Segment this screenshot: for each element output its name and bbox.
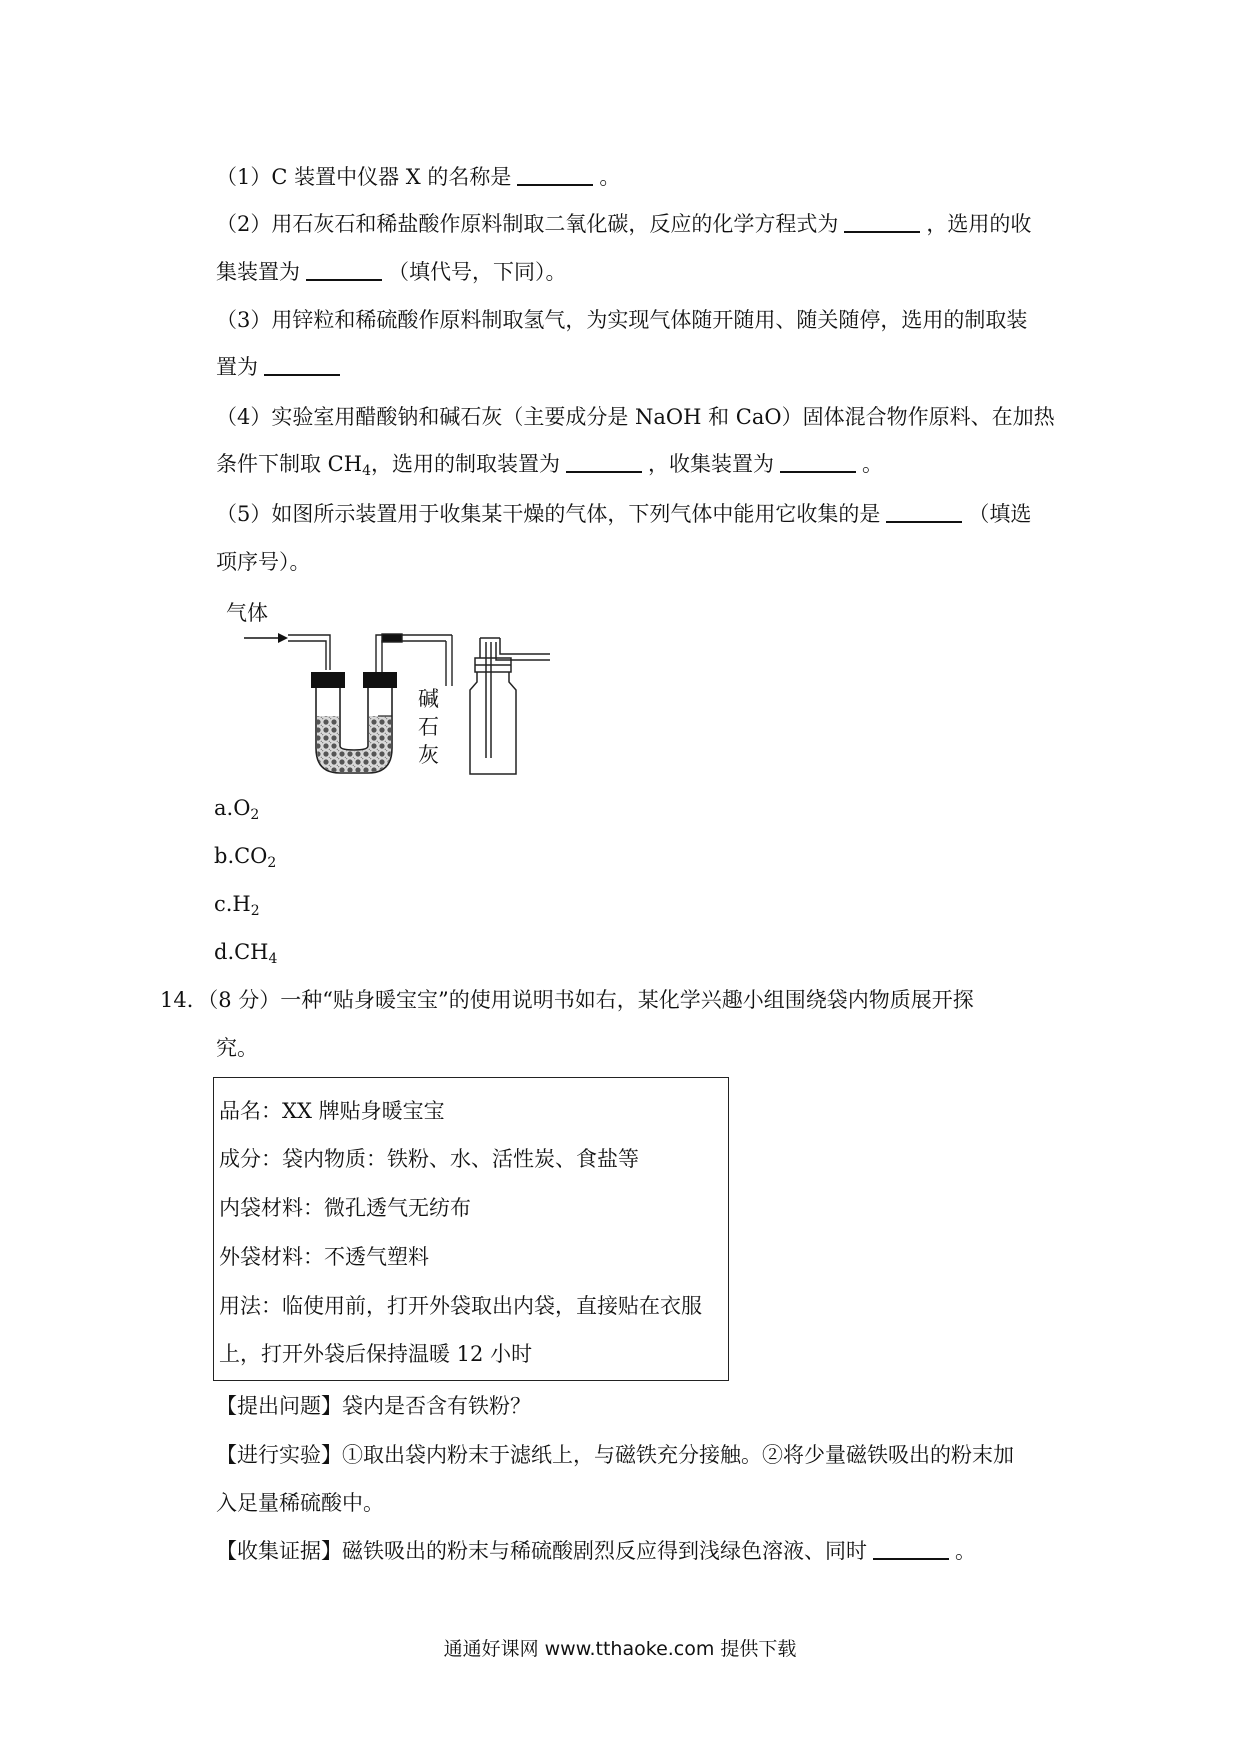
question-2-line-2: 集装置为 （填代号，下同）。 xyxy=(216,260,567,284)
manual-inner-bag: 内袋材料：微孔透气无纺布 xyxy=(219,1196,471,1220)
product-manual-box xyxy=(213,1077,729,1381)
manual-product-name: 品名：XX 牌贴身暖宝宝 xyxy=(219,1099,445,1123)
lime-label-2: 石 xyxy=(418,715,439,739)
gas-flow-arrow-icon xyxy=(244,633,288,643)
question-3-line-2: 置为 xyxy=(216,353,346,381)
answer-blank[interactable] xyxy=(873,1558,949,1560)
lime-label-3: 灰 xyxy=(418,743,439,767)
inlet-tube xyxy=(288,635,330,670)
option-a: $a.O_2$ xyxy=(214,796,260,823)
answer-blank[interactable] xyxy=(780,471,856,473)
answer-blank[interactable] xyxy=(844,231,920,233)
option-b: $b.CO_2$ xyxy=(214,844,277,871)
manual-ingredients: 成分：袋内物质：铁粉、水、活性炭、食盐等 xyxy=(219,1147,639,1171)
question-5-line-2: 项序号）。 xyxy=(216,550,311,574)
inquiry-experiment-line-2: 入足量稀硫酸中。 xyxy=(216,1491,384,1515)
option-c: $c.H_2$ xyxy=(214,892,260,919)
answer-blank[interactable] xyxy=(264,374,340,376)
answer-blank[interactable] xyxy=(886,521,962,523)
gas-collection-apparatus-figure xyxy=(210,598,570,778)
page-footer: 通通好课网 www.tthaoke.com 提供下载 xyxy=(443,1638,797,1660)
answer-blank[interactable] xyxy=(566,471,642,473)
question-2-line-1: （2）用石灰石和稀盐酸作原料制取二氧化碳，反应的化学方程式为 ，选用的收 xyxy=(216,212,1032,236)
question-1: （1）C 装置中仪器 X 的名称是 。 xyxy=(216,165,621,189)
manual-usage-line-2: 上，打开外袋后保持温暖 12 小时 xyxy=(219,1342,533,1366)
collection-bottle xyxy=(470,638,550,774)
manual-usage-line-1: 用法：临使用前，打开外袋取出内袋，直接贴在衣服 xyxy=(219,1294,702,1318)
u-tube-right-stopper xyxy=(363,672,397,688)
inquiry-question: 【提出问题】袋内是否含有铁粉？ xyxy=(216,1394,531,1418)
question-3-line-1: （3）用锌粒和稀硫酸作原料制取氢气，为实现气体随开随用、随关随停，选用的制取装 xyxy=(216,308,1028,332)
lime-label-1: 碱 xyxy=(418,687,439,711)
manual-outer-bag: 外袋材料：不透气塑料 xyxy=(219,1245,429,1269)
option-d: $d.CH_4$ xyxy=(214,940,278,967)
inquiry-experiment-line-1: 【进行实验】①取出袋内粉末于滤纸上，与磁铁充分接触。②将少量磁铁吸出的粉末加 xyxy=(216,1443,1014,1467)
question-4-line-2: 条件下制取 $CH_4$，选用的制取装置为 ，收集装置为 。 xyxy=(216,452,883,479)
answer-blank[interactable] xyxy=(306,279,382,281)
question-4-line-1: （4）实验室用醋酸钠和碱石灰（主要成分是 NaOH 和 CaO）固体混合物作原料、在加热 xyxy=(216,405,1055,429)
gas-label: 气体 xyxy=(226,601,268,625)
inquiry-evidence: 【收集证据】磁铁吸出的粉末与稀硫酸剧烈反应得到浅绿色溶液、同时 。 xyxy=(216,1539,976,1563)
u-tube xyxy=(316,688,392,773)
question-5-line-1: （5）如图所示装置用于收集某干燥的气体，下列气体中能用它收集的是 （填选 xyxy=(216,502,1032,526)
question-14-line-2: 究。 xyxy=(216,1036,258,1060)
question-14-line-1: 14．（8 分）一种“贴身暖宝宝”的使用说明书如右，某化学兴趣小组围绕袋内物质展开探 xyxy=(160,988,974,1012)
u-tube-left-stopper xyxy=(311,672,345,688)
answer-blank[interactable] xyxy=(517,184,593,186)
